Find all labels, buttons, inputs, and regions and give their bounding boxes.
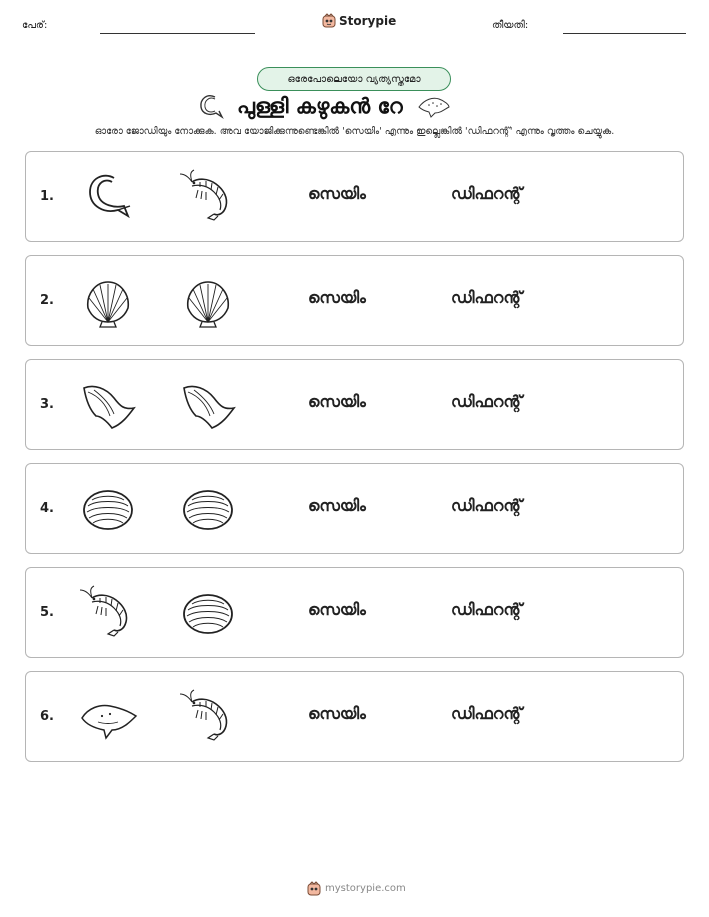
clam-icon [178,584,238,644]
name-label: പേര്: [22,20,48,31]
question-row-3 [25,359,684,450]
different-option[interactable]: ഡിഫറന്റ് [451,392,523,411]
brand-name: Storypie [339,13,397,28]
same-option[interactable]: സെയിം [308,392,366,411]
different-option[interactable]: ഡിഫറന്റ് [451,496,523,515]
question-number: 2. [40,293,54,308]
question-row-5 [25,567,684,658]
stingray-icon [417,93,451,119]
clam-icon [78,480,138,540]
date-field[interactable] [563,33,686,34]
different-option[interactable]: ഡിഫറന്റ് [451,704,523,723]
storypie-logo-icon [322,13,336,28]
worksheet-type-badge: ഒരേപോലെയോ വ്യത്യസ്തമോ [257,67,451,91]
stingray-icon [78,688,138,748]
same-option[interactable]: സെയിം [308,288,366,307]
question-row-1 [25,151,684,242]
shrimp-icon [78,584,138,644]
question-row-6 [25,671,684,762]
different-option[interactable]: ഡിഫറന്റ് [451,184,523,203]
same-option[interactable]: സെയിം [308,704,366,723]
same-option[interactable]: സെയിം [308,184,366,203]
ray-fin-icon [178,376,238,436]
footer-url[interactable]: mystorypie.com [325,883,406,894]
name-field[interactable] [100,33,255,34]
ray-tail-icon [195,91,225,121]
clam-icon [178,480,238,540]
date-label: തീയതി: [492,20,529,31]
page-title: പുള്ളി കഴുകൻ റേ [237,93,403,118]
ray-fin-icon [78,376,138,436]
question-number: 1. [40,189,54,204]
question-number: 3. [40,397,54,412]
shrimp-icon [178,168,238,228]
question-row-4 [25,463,684,554]
hook-icon [78,168,138,228]
scallop-shell-icon [78,272,138,332]
shrimp-icon [178,688,238,748]
question-row-2 [25,255,684,346]
same-option[interactable]: സെയിം [308,600,366,619]
question-number: 4. [40,501,54,516]
title-row [195,88,515,124]
different-option[interactable]: ഡിഫറന്റ് [451,600,523,619]
scallop-shell-icon [178,272,238,332]
different-option[interactable]: ഡിഫറന്റ് [451,288,523,307]
question-number: 6. [40,709,54,724]
question-number: 5. [40,605,54,620]
brand [322,13,396,28]
same-option[interactable]: സെയിം [308,496,366,515]
storypie-logo-icon [307,881,321,896]
footer [307,881,406,896]
instructions: ഓരോ ജോഡിയും നോക്കുക. അവ യോജിക്കുന്നുണ്ടെങ്കിൽ 'സെയിം' എന്നും ഇല്ലെങ്കിൽ 'ഡിഫറന്റ്' എന്നും വൃത്തം ചെയ്യുക. [94,126,615,137]
